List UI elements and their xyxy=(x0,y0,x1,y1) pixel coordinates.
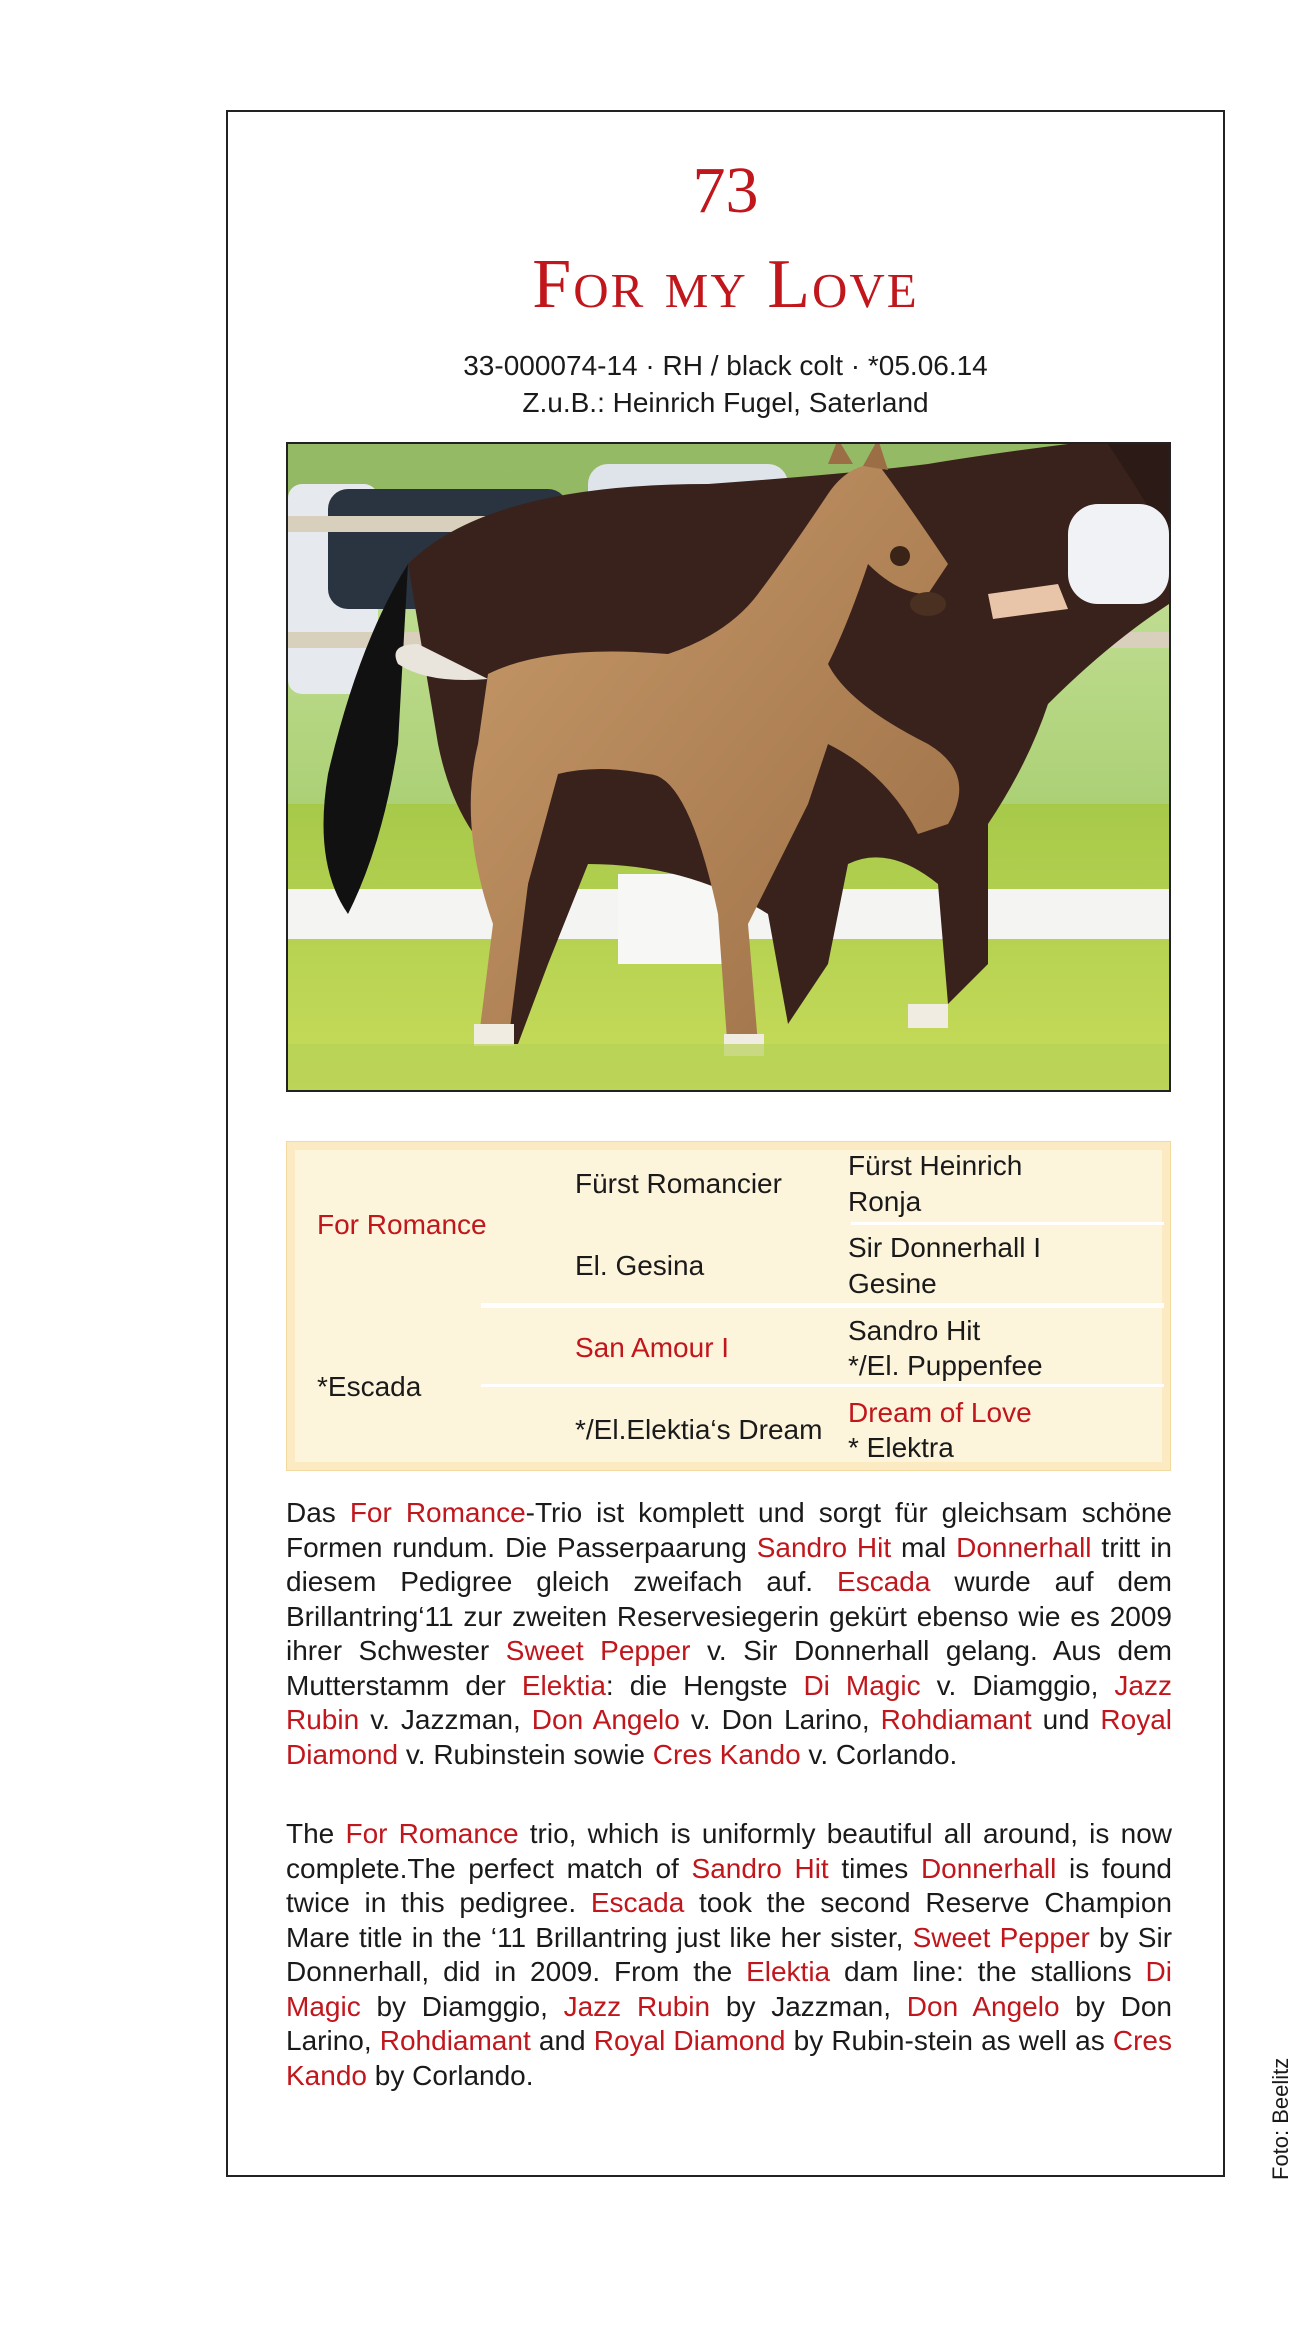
description-german: Das For Romance-Trio ist komplett und sorgt für gleichsam schöne Formen rundum. Die Passerpaarung Sandro Hit mal Donnerhall tritt in diesem Pedigree gleich zweifach auf. Escada wurde auf dem Brillantring‘11 zur zweiten Reservesiegerin gekürt ebenso wie es 2009 ihrer Schwester Sweet Pepper v. Sir Donnerhall gelang. Aus dem Mutterstamm der Elektia: die Hengste Di Magic v. Diamggio, Jazz Rubin v. Jazzman, Don Angelo v. Don Larino, Rohdiamant und Royal Diamond v. Rubinstein sowie Cres Kando v. Corlando. xyxy=(286,1497,1173,1770)
pedigree-dam-dam-dam: * Elektra xyxy=(848,1432,954,1463)
description-english: The For Romance trio, which is uniformly beautiful all around, is now complete.The perfect match of Sandro Hit times Donnerhall is found twice in this pedigree. Escada took the second Reserve Champion Mare title in the ‘11 Brillantring just like her sister, Sweet Pepper by Sir Donnerhall, did in 2009. From the Elektia dam line: the stallions Di Magic by Diamggio, Jazz Rubin by Jazzman, Don Angelo by Don Larino, Rohdiamant and Royal Diamond by Rubin-stein as well as Cres Kando by Corlando. xyxy=(286,1818,1173,2091)
pedigree-dam-dam: */El.Elektia‘s Dream xyxy=(575,1414,823,1445)
pedigree-dam-dam-sire: Dream of Love xyxy=(848,1397,1032,1428)
pedigree-sire: For Romance xyxy=(317,1209,487,1240)
pedigree-sire-dam-sire: Sir Donnerhall I xyxy=(848,1232,1041,1263)
pedigree-sire-dam: El. Gesina xyxy=(575,1250,705,1281)
lot-number: 73 xyxy=(692,154,759,227)
horse-photo xyxy=(286,442,1171,1092)
horse-info-line: 33-000074-14 · RH / black colt · *05.06.14 xyxy=(463,350,988,381)
pedigree-sire-sire-sire: Fürst Heinrich xyxy=(848,1150,1023,1181)
pedigree-table xyxy=(286,1141,1171,1471)
horse-name: For my Love xyxy=(532,246,919,323)
breeder-line: Z.u.B.: Heinrich Fugel, Saterland xyxy=(522,387,929,418)
pedigree-dam-sire-sire: Sandro Hit xyxy=(848,1315,981,1346)
pedigree-dam-sire: San Amour I xyxy=(575,1332,730,1363)
pedigree-sire-sire: Fürst Romancier xyxy=(575,1168,782,1199)
pedigree-dam: *Escada xyxy=(317,1371,422,1402)
pedigree-sire-sire-dam: Ronja xyxy=(848,1186,922,1217)
pedigree-sire-dam-dam: Gesine xyxy=(848,1268,937,1299)
photo-credit: Foto: Beelitz xyxy=(1268,2057,1293,2180)
pedigree-dam-sire-dam: */El. Puppenfee xyxy=(848,1350,1043,1381)
